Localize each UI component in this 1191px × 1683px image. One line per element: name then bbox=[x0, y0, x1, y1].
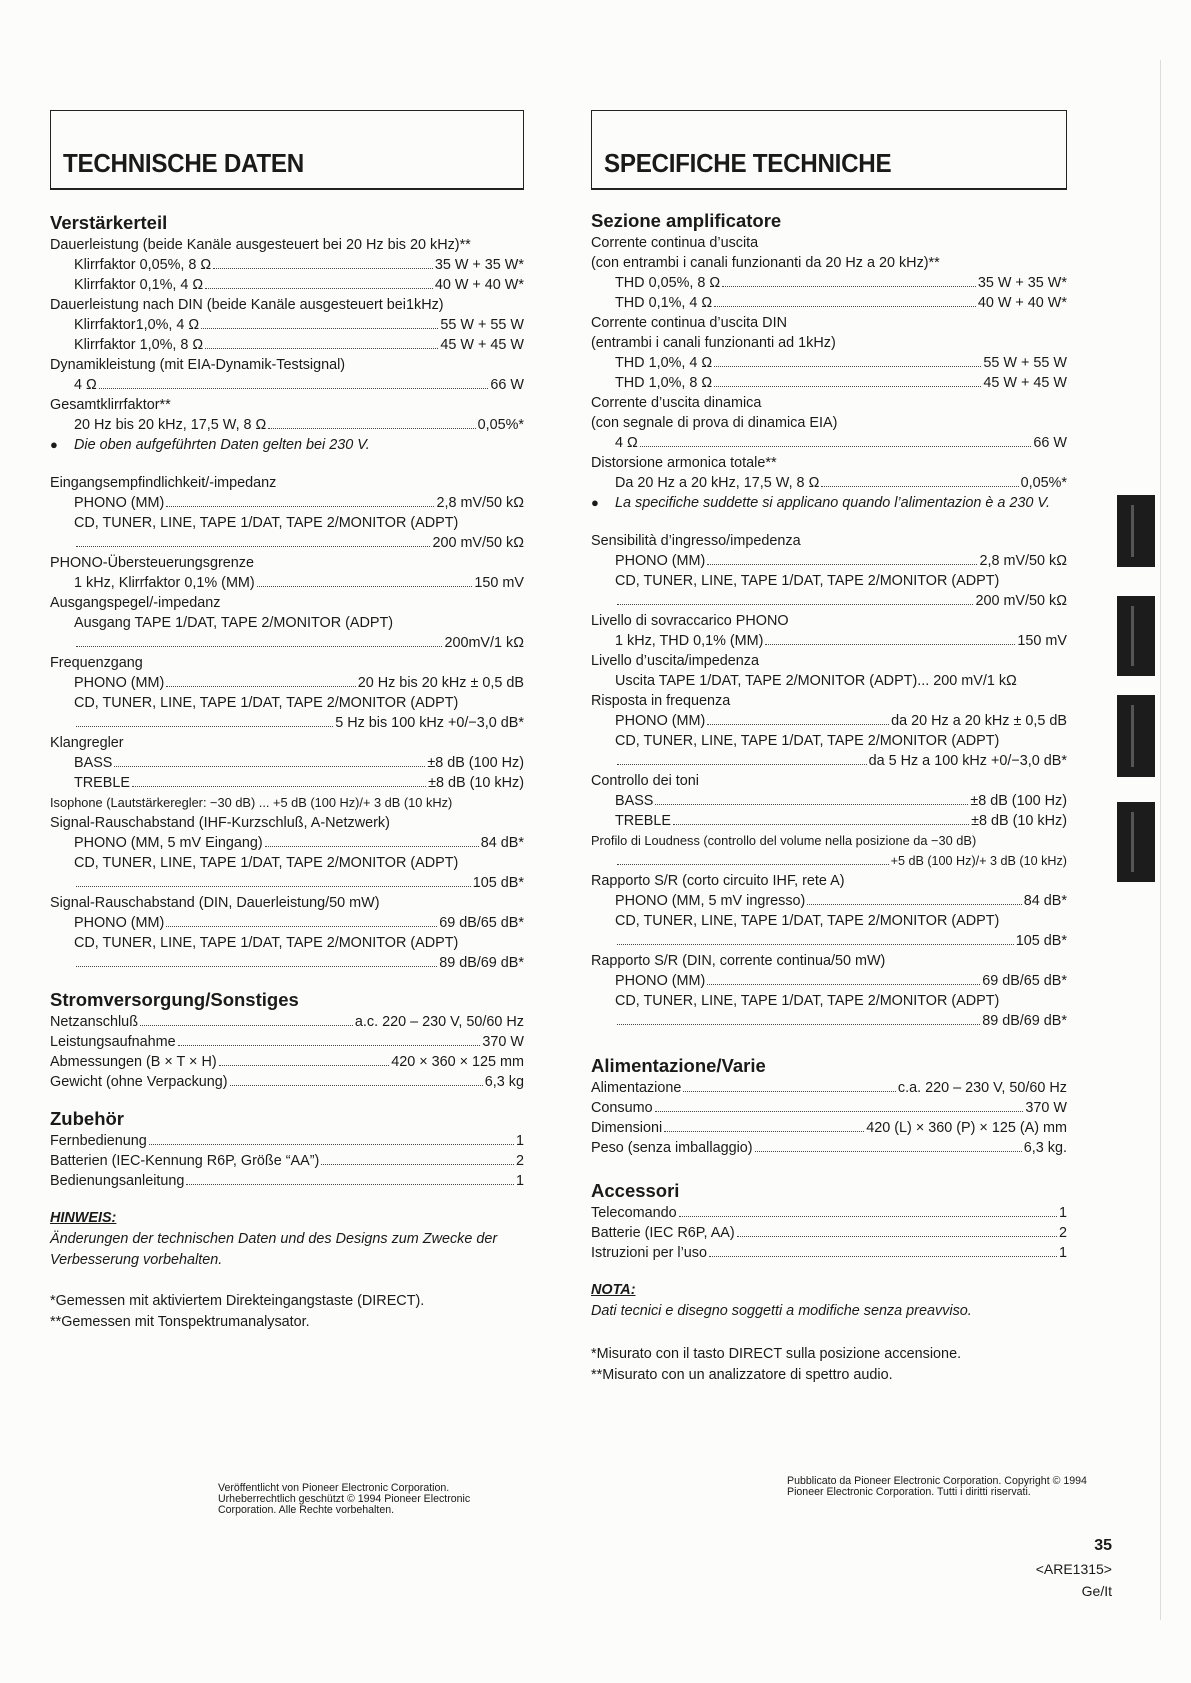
spec-row: PHONO (MM) 20 Hz bis 20 kHz ± 0,5 dB bbox=[74, 675, 524, 691]
loudness-line: Profilo di Loudness (controllo del volume nella posizione da −30 dB) bbox=[591, 833, 977, 848]
spec-subline: CD, TUNER, LINE, TAPE 1/DAT, TAPE 2/MONITOR (ADPT) bbox=[615, 573, 1000, 589]
spec-subline: CD, TUNER, LINE, TAPE 1/DAT, TAPE 2/MONITOR (ADPT) bbox=[74, 695, 459, 711]
spec-row: da 5 Hz a 100 kHz +0/−3,0 dB* bbox=[591, 751, 1067, 771]
spec-row: TREBLE ±8 dB (10 kHz) bbox=[74, 775, 524, 791]
german-publisher-note: Veröffentlicht von Pioneer Electronic Corporation. Urheberrechtlich geschützt © 1994 Pioneer Electronic Corporation. Alle Rechte vorbehalten. bbox=[218, 1482, 471, 1516]
spec-heading: Sensibilità d’ingresso/impedenza bbox=[591, 533, 801, 549]
spec-row: 89 dB/69 dB* bbox=[50, 953, 524, 973]
spec-row: 200 mV/50 kΩ bbox=[591, 591, 1067, 611]
spec-row: 200mV/1 kΩ bbox=[50, 633, 524, 653]
spec-row: Bedienungsanleitung 1 bbox=[50, 1173, 524, 1189]
spec-row: THD 0,05%, 8 Ω 35 W + 35 W* bbox=[615, 275, 1067, 291]
voltage-note: ● Die oben aufgeführten Daten gelten bei 230 V. bbox=[50, 437, 370, 453]
spec-row: THD 1,0%, 8 Ω 45 W + 45 W bbox=[615, 375, 1067, 391]
document-code: <ARE1315> bbox=[1035, 1561, 1112, 1577]
page-number: 35 bbox=[1094, 1537, 1112, 1554]
bullet-icon: ● bbox=[50, 437, 58, 452]
spec-row: 4 Ω 66 W bbox=[74, 377, 524, 393]
it-amp-section bbox=[591, 210, 1067, 1031]
it-footnote-1: *Misurato con il tasto DIRECT sulla posizione accensione. bbox=[591, 1346, 962, 1362]
spec-row: Klirrfaktor 1,0%, 8 Ω 45 W + 45 W bbox=[74, 337, 524, 353]
spec-row: 20 Hz bis 20 kHz, 17,5 W, 8 Ω 0,05%* bbox=[74, 417, 524, 433]
de-note-heading: HINWEIS: bbox=[50, 1210, 117, 1226]
spec-row: THD 0,1%, 4 Ω 40 W + 40 W* bbox=[615, 295, 1067, 311]
spec-row: Gewicht (ohne Verpackung) 6,3 kg bbox=[50, 1074, 524, 1090]
german-title: TECHNISCHE DATEN bbox=[63, 148, 304, 178]
italian-column bbox=[591, 110, 1067, 1386]
spec-heading: Corrente continua d’uscita bbox=[591, 235, 759, 251]
spec-heading: PHONO-Übersteuerungsgrenze bbox=[50, 555, 254, 571]
spec-row: 89 dB/69 dB* bbox=[591, 1011, 1067, 1031]
italian-publisher-note: Pubblicato da Pioneer Electronic Corporation. Copyright © 1994 Pioneer Electronic Corporation. Tutti i diritti riservati. bbox=[787, 1475, 1087, 1498]
it-accessories-section bbox=[591, 1180, 1067, 1263]
language-code: Ge/It bbox=[1081, 1583, 1112, 1599]
spec-row: Klirrfaktor 0,1%, 4 Ω 40 W + 40 W* bbox=[74, 277, 524, 293]
spec-subline: CD, TUNER, LINE, TAPE 1/DAT, TAPE 2/MONITOR (ADPT) bbox=[74, 935, 459, 951]
thumb-tab bbox=[1117, 596, 1155, 676]
spec-row: Batterien (IEC-Kennung R6P, Größe “AA”) 2 bbox=[50, 1153, 524, 1169]
spec-subline: CD, TUNER, LINE, TAPE 1/DAT, TAPE 2/MONITOR (ADPT) bbox=[615, 733, 1000, 749]
spec-row: Uscita TAPE 1/DAT, TAPE 2/MONITOR (ADPT)... 200 mV/1 kΩ bbox=[615, 673, 1017, 689]
italian-title-box bbox=[591, 110, 1067, 188]
thumb-tab bbox=[1117, 802, 1155, 882]
thumb-tab bbox=[1117, 495, 1155, 567]
spec-row: 5 Hz bis 100 kHz +0/−3,0 dB* bbox=[50, 713, 524, 733]
spec-row: Klirrfaktor 0,05%, 8 Ω 35 W + 35 W* bbox=[74, 257, 524, 273]
spec-row: Istruzioni per l’uso 1 bbox=[591, 1245, 1067, 1261]
spec-heading: Dauerleistung nach DIN (beide Kanäle ausgesteuert bei1kHz) bbox=[50, 297, 444, 313]
spec-heading: Signal-Rauschabstand (DIN, Dauerleistung/50 mW) bbox=[50, 895, 380, 911]
spec-subline: Ausgang TAPE 1/DAT, TAPE 2/MONITOR (ADPT) bbox=[74, 615, 394, 631]
spec-subline: CD, TUNER, LINE, TAPE 1/DAT, TAPE 2/MONITOR (ADPT) bbox=[74, 855, 459, 871]
de-note-text: Änderungen der technischen Daten und des Designs zum Zwecke der Verbesserung vorbehalten. bbox=[50, 1231, 498, 1268]
page-margin-rule bbox=[1160, 60, 1161, 1620]
it-power-title: Alimentazione/Varie bbox=[591, 1055, 766, 1076]
spec-row: Abmessungen (B × T × H) 420 × 360 × 125 mm bbox=[50, 1054, 524, 1070]
spec-heading: Rapporto S/R (corto circuito IHF, rete A) bbox=[591, 873, 845, 889]
it-note-heading: NOTA: bbox=[591, 1282, 636, 1298]
spec-heading: Corrente d’uscita dinamica bbox=[591, 395, 762, 411]
spec-heading: Dauerleistung (beide Kanäle ausgesteuert bei 20 Hz bis 20 kHz)** bbox=[50, 237, 471, 253]
spec-row: PHONO (MM) 2,8 mV/50 kΩ bbox=[615, 553, 1067, 569]
spec-heading: Frequenzgang bbox=[50, 655, 143, 671]
spec-row: Klirrfaktor1,0%, 4 Ω 55 W + 55 W bbox=[74, 317, 524, 333]
spec-row: 105 dB* bbox=[50, 873, 524, 893]
spec-heading: Livello d’uscita/impedenza bbox=[591, 653, 759, 669]
spec-heading: Dynamikleistung (mit EIA-Dynamik-Testsignal) bbox=[50, 357, 346, 373]
spec-row: Da 20 Hz a 20 kHz, 17,5 W, 8 Ω 0,05%* bbox=[615, 475, 1067, 491]
it-note-text: Dati tecnici e disegno soggetti a modifiche senza preavviso. bbox=[591, 1303, 972, 1319]
spec-row: Alimentazione c.a. 220 – 230 V, 50/60 Hz bbox=[591, 1080, 1067, 1096]
spec-heading: Rapporto S/R (DIN, corrente continua/50 mW) bbox=[591, 953, 886, 969]
spec-row: 105 dB* bbox=[591, 931, 1067, 951]
spec-subline: CD, TUNER, LINE, TAPE 1/DAT, TAPE 2/MONITOR (ADPT) bbox=[615, 913, 1000, 929]
bullet-icon: ● bbox=[591, 495, 599, 510]
de-amp-section bbox=[50, 212, 524, 973]
it-footnote-2: **Misurato con un analizzatore di spettro audio. bbox=[591, 1367, 893, 1383]
spec-row: BASS ±8 dB (100 Hz) bbox=[615, 793, 1067, 809]
loudness-line: Isophone (Lautstärkeregler: −30 dB) ... +5 dB (100 Hz)/+ 3 dB (10 kHz) bbox=[50, 795, 453, 810]
spec-row: Telecomando 1 bbox=[591, 1205, 1067, 1221]
spec-heading: Livello di sovraccarico PHONO bbox=[591, 613, 789, 629]
spec-heading: (entrambi i canali funzionanti ad 1kHz) bbox=[591, 335, 836, 351]
spec-row: PHONO (MM) 2,8 mV/50 kΩ bbox=[74, 495, 524, 511]
spec-subline: CD, TUNER, LINE, TAPE 1/DAT, TAPE 2/MONITOR (ADPT) bbox=[74, 515, 459, 531]
spec-row: BASS ±8 dB (100 Hz) bbox=[74, 755, 524, 771]
de-accessories-section bbox=[50, 1108, 524, 1191]
german-column bbox=[50, 110, 524, 1333]
spec-heading: (con segnale di prova di dinamica EIA) bbox=[591, 415, 838, 431]
spec-row: Consumo 370 W bbox=[591, 1100, 1067, 1116]
spec-heading: (con entrambi i canali funzionanti da 20 Hz a 20 kHz)** bbox=[591, 255, 940, 271]
spec-heading: Ausgangspegel/-impedanz bbox=[50, 595, 221, 611]
de-accessories-title: Zubehör bbox=[50, 1108, 124, 1129]
spec-row: THD 1,0%, 4 Ω 55 W + 55 W bbox=[615, 355, 1067, 371]
it-accessories-title: Accessori bbox=[591, 1180, 680, 1201]
it-amp-title: Sezione amplificatore bbox=[591, 210, 782, 231]
spec-row: Fernbedienung 1 bbox=[50, 1133, 524, 1149]
spec-heading: Klangregler bbox=[50, 735, 124, 751]
de-power-section bbox=[50, 989, 524, 1092]
de-footnote-2: **Gemessen mit Tonspektrumanalysator. bbox=[50, 1314, 310, 1330]
de-footnote-1: *Gemessen mit aktiviertem Direkteingangstaste (DIRECT). bbox=[50, 1293, 425, 1309]
voltage-note: ● La specifiche suddette si applicano quando l’alimentazion è a 230 V. bbox=[591, 495, 1050, 511]
italian-title: SPECIFICHE TECHNICHE bbox=[604, 148, 892, 178]
spec-row: Batterie (IEC R6P, AA) 2 bbox=[591, 1225, 1067, 1241]
spec-row: 4 Ω 66 W bbox=[615, 435, 1067, 451]
spec-heading: Signal-Rauschabstand (IHF-Kurzschluß, A-Netzwerk) bbox=[50, 815, 390, 831]
spec-row: TREBLE ±8 dB (10 kHz) bbox=[615, 813, 1067, 829]
german-title-box bbox=[50, 110, 524, 188]
de-power-title: Stromversorgung/Sonstiges bbox=[50, 989, 299, 1010]
spec-row: Dimensioni 420 (L) × 360 (P) × 125 (A) mm bbox=[591, 1120, 1067, 1136]
spec-heading: Eingangsempfindlichkeit/-impedanz bbox=[50, 475, 277, 491]
spec-row: 1 kHz, Klirrfaktor 0,1% (MM) 150 mV bbox=[74, 575, 524, 591]
spec-heading: Controllo dei toni bbox=[591, 773, 699, 789]
it-power-section bbox=[591, 1055, 1067, 1158]
spec-row: Netzanschluß a.c. 220 – 230 V, 50/60 Hz bbox=[50, 1014, 524, 1030]
spec-row: PHONO (MM, 5 mV ingresso) 84 dB* bbox=[615, 893, 1067, 909]
spec-heading: Risposta in frequenza bbox=[591, 693, 731, 709]
spec-heading: Corrente continua d’uscita DIN bbox=[591, 315, 787, 331]
spec-subline: CD, TUNER, LINE, TAPE 1/DAT, TAPE 2/MONITOR (ADPT) bbox=[615, 993, 1000, 1009]
spec-heading: Distorsione armonica totale** bbox=[591, 455, 777, 471]
spec-row: +5 dB (100 Hz)/+ 3 dB (10 kHz) bbox=[591, 851, 1067, 871]
spec-row: 1 kHz, THD 0,1% (MM) 150 mV bbox=[615, 633, 1067, 649]
spec-row: Peso (senza imballaggio) 6,3 kg. bbox=[591, 1140, 1067, 1156]
de-amp-title: Verstärkerteil bbox=[50, 212, 168, 233]
spec-row: PHONO (MM, 5 mV Eingang) 84 dB* bbox=[74, 835, 524, 851]
thumb-tab bbox=[1117, 695, 1155, 777]
spec-row: PHONO (MM) 69 dB/65 dB* bbox=[615, 973, 1067, 989]
spec-row: PHONO (MM) 69 dB/65 dB* bbox=[74, 915, 524, 931]
spec-row: Leistungsaufnahme 370 W bbox=[50, 1034, 524, 1050]
spec-heading: Gesamtklirrfaktor** bbox=[50, 397, 171, 413]
spec-row: 200 mV/50 kΩ bbox=[50, 533, 524, 553]
spec-row: PHONO (MM) da 20 Hz a 20 kHz ± 0,5 dB bbox=[615, 713, 1067, 729]
